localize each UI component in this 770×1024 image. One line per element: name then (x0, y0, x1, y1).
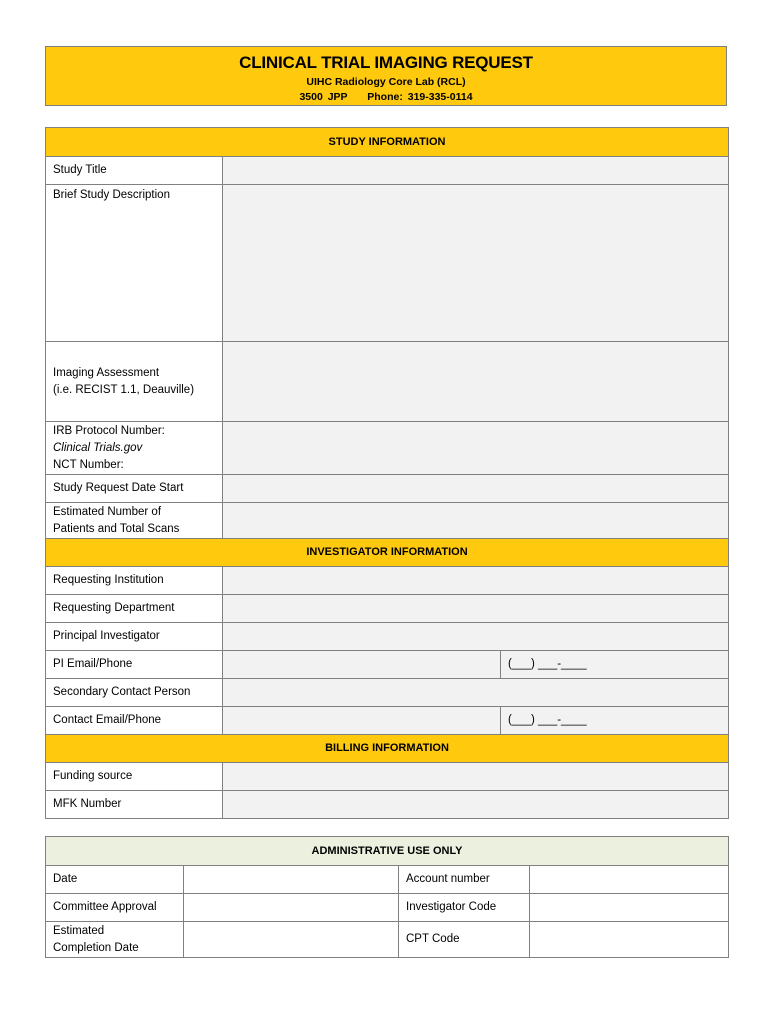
completion-line1: Estimated (53, 924, 105, 937)
admin-date-label: Date (46, 866, 184, 894)
account-number-label: Account number (399, 866, 530, 894)
lab-name: UIHC Radiology Core Lab (RCL) (306, 76, 466, 88)
institution-label: Requesting Institution (46, 567, 223, 595)
mfk-field[interactable] (223, 791, 729, 819)
lab-phone: Phone: 319-335-0114 (367, 91, 473, 103)
contact-email-label: Contact Email/Phone (46, 707, 223, 735)
investigator-code-label: Investigator Code (399, 894, 530, 922)
mfk-label: MFK Number (46, 791, 223, 819)
form-header (45, 46, 727, 106)
pi-email-field[interactable] (223, 651, 501, 679)
completion-line2: Completion Date (53, 941, 139, 954)
lab-contact (46, 91, 726, 103)
form-title: CLINICAL TRIAL IMAGING REQUEST (239, 53, 533, 72)
institution-field[interactable] (223, 567, 729, 595)
irb-line1: IRB Protocol Number: (53, 424, 165, 437)
pi-phone-field[interactable] (501, 651, 729, 679)
imaging-assessment-field[interactable] (223, 342, 729, 422)
admin-table (45, 836, 729, 958)
irb-protocol-field[interactable] (223, 422, 729, 475)
account-number-field[interactable] (530, 866, 729, 894)
admin-date-field[interactable] (184, 866, 399, 894)
brief-description-field[interactable] (223, 185, 729, 342)
imaging-assessment-label (46, 342, 223, 422)
committee-approval-field[interactable] (184, 894, 399, 922)
secondary-contact-field[interactable] (223, 679, 729, 707)
billing-section-header: BILLING INFORMATION (46, 735, 729, 763)
study-investigator-billing-table (45, 127, 729, 819)
irb-line3: NCT Number: (53, 458, 124, 471)
imaging-assessment-line1: Imaging Assessment (53, 366, 160, 379)
cpt-code-label: CPT Code (399, 922, 530, 958)
estimated-patients-label (46, 503, 223, 539)
request-date-label: Study Request Date Start (46, 475, 223, 503)
request-date-field[interactable] (223, 475, 729, 503)
secondary-contact-label: Secondary Contact Person (46, 679, 223, 707)
imaging-assessment-line2: (i.e. RECIST 1.1, Deauville) (53, 383, 195, 396)
contact-email-field[interactable] (223, 707, 501, 735)
irb-protocol-label (46, 422, 223, 475)
brief-description-label: Brief Study Description (46, 185, 223, 342)
department-label: Requesting Department (46, 595, 223, 623)
contact-phone-field[interactable] (501, 707, 729, 735)
admin-section-header: ADMINISTRATIVE USE ONLY (46, 837, 729, 866)
investigator-section-header: INVESTIGATOR INFORMATION (46, 539, 729, 567)
department-field[interactable] (223, 595, 729, 623)
contact-phone-template: (___) ___-____ (508, 714, 587, 726)
cpt-code-field[interactable] (530, 922, 729, 958)
estimated-line1: Estimated Number of (53, 505, 162, 518)
pi-field[interactable] (223, 623, 729, 651)
pi-phone-template: (___) ___-____ (508, 658, 587, 670)
estimated-line2: Patients and Total Scans (53, 522, 180, 535)
irb-line2: Clinical Trials.gov (53, 441, 143, 454)
committee-approval-label: Committee Approval (46, 894, 184, 922)
study-title-field[interactable] (223, 157, 729, 185)
lab-address: 3500 JPP (299, 91, 348, 103)
pi-label: Principal Investigator (46, 623, 223, 651)
completion-date-field[interactable] (184, 922, 399, 958)
study-title-label: Study Title (46, 157, 223, 185)
funding-label: Funding source (46, 763, 223, 791)
investigator-code-field[interactable] (530, 894, 729, 922)
funding-field[interactable] (223, 763, 729, 791)
completion-date-label (46, 922, 184, 958)
estimated-patients-field[interactable] (223, 503, 729, 539)
study-section-header: STUDY INFORMATION (46, 128, 729, 157)
pi-email-label: PI Email/Phone (46, 651, 223, 679)
